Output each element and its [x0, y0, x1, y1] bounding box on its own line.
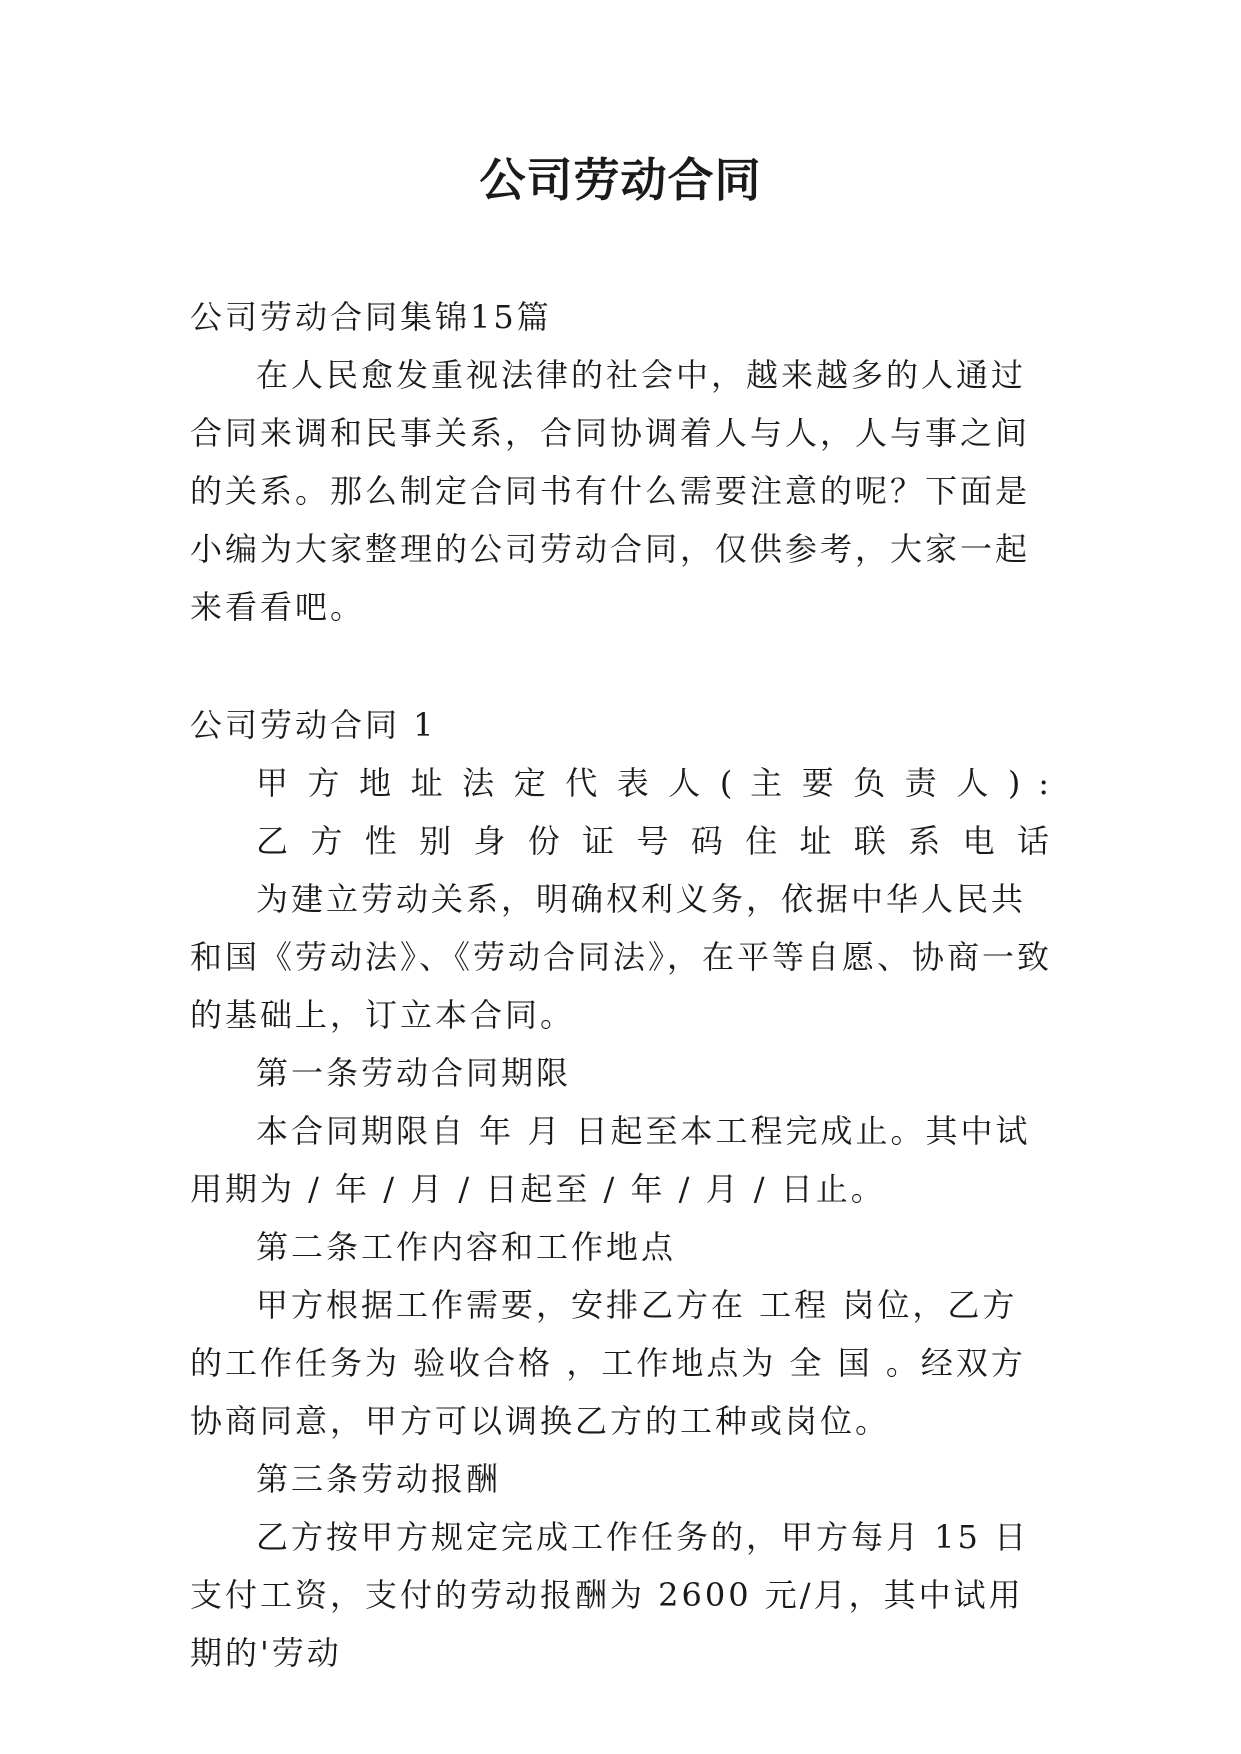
article-2-heading: 第二条工作内容和工作地点 [256, 1228, 677, 1266]
section-heading: 公司劳动合同 1 [190, 706, 437, 744]
article-1-text: 本合同期限自 年 月 日起至本工程完成止。其中试用期为 / 年 / 月 / 日起至 / 年 / 月 / 日止。 [190, 1112, 1031, 1208]
document-title: 公司劳动合同 [479, 153, 762, 207]
section-gap [190, 636, 1052, 696]
article-2-text: 甲方根据工作需要，安排乙方在 工程 岗位，乙方的工作任务为 验收合格 ，工作地点为 全 国 。经双方协商同意，甲方可以调换乙方的工种或岗位。 [190, 1286, 1026, 1440]
document-subtitle: 公司劳动合同集锦15篇 [190, 298, 552, 336]
party-a-line: 甲 方 地 址 法 定 代 表 人 ( 主 要 负 责 人 ) : [256, 764, 1052, 802]
party-b-line: 乙 方 性 别 身 份 证 号 码 住 址 联 系 电 话 [256, 822, 1052, 860]
intro-paragraph: 在人民愈发重视法律的社会中，越来越多的人通过合同来调和民事关系，合同协调着人与人，人与事之间的关系。那么制定合同书有什么需要注意的呢？下面是小编为大家整理的公司劳动合同，仅供参考，大家一起来看看吧。 [190, 356, 1031, 626]
preamble-paragraph: 为建立劳动关系，明确权利义务，依据中华人民共和国《劳动法》、《劳动合同法》，在平等自愿、协商一致的基础上，订立本合同。 [190, 880, 1053, 1034]
article-3-heading: 第三条劳动报酬 [256, 1460, 502, 1498]
document-body [190, 288, 1052, 1682]
article-3-text: 乙方按甲方规定完成工作任务的，甲方每月 15 日支付工资，支付的劳动报酬为 2600 元/月，其中试用期的'劳动 [190, 1518, 1030, 1672]
article-1-heading: 第一条劳动合同期限 [256, 1054, 572, 1092]
